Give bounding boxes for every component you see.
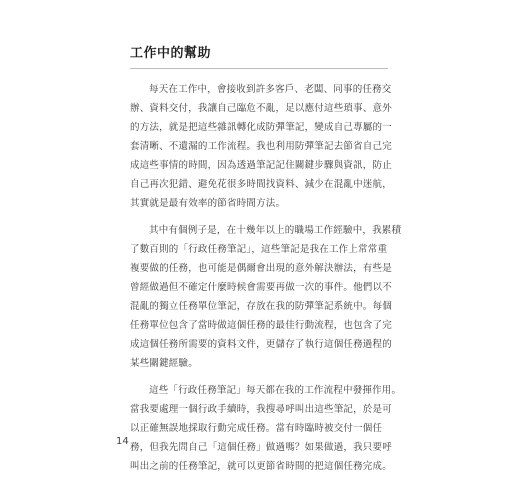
- paragraph-2-line-7: 成這個任務所需要的資料文件，更儲存了執行這個任務過程的: [130, 339, 392, 350]
- section-heading-block: [130, 45, 388, 69]
- paragraph-3-line-4: 務，但我先問自己「這個任務」做過嗎？如果做過，我只要呼: [130, 442, 392, 453]
- paragraph-2-line-3: 複要做的任務，也可能是偶爾會出現的意外解決辦法，有些是: [130, 263, 392, 274]
- paragraph-2-line-6: 任務單位包含了當時做這個任務的最佳行動流程，也包含了完: [130, 320, 392, 331]
- paragraph-2-line-2: 了數百則的「行政任務筆記」，這些筆記是我在工作上常常重: [130, 244, 388, 255]
- paragraph-3-line-1: 這些「行政任務筆記」每天都在我的工作流程中發揮作用。: [149, 385, 402, 396]
- body-text: [130, 80, 402, 484]
- paragraph-2-line-1: 其中有個例子是，在十幾年以上的職場工作經驗中，我累積: [149, 225, 402, 236]
- paragraph-1-line-1: 每天在工作中，會接收到許多客戶、老闆、同事的任務交: [149, 84, 392, 95]
- paragraph-3-line-3: 以正確無誤地採取行動完成任務。當有時臨時被交付一個任: [130, 423, 383, 434]
- paragraph-1-line-3: 的方法，就是把這些雜訊轉化成防彈筆記，變成自己專屬的一: [130, 122, 392, 133]
- page-number: 14: [116, 436, 129, 447]
- paragraph-1: [130, 80, 392, 213]
- paragraph-1-line-6: 自己再次犯錯、避免花很多時間找資料、減少在混亂中迷航，: [130, 179, 392, 190]
- section-heading: 工作中的幫助: [130, 46, 212, 61]
- paragraph-3: [130, 381, 402, 476]
- paragraph-1-line-2: 辦、資料交付，我讓自己臨危不亂，足以應付這些瑣事、意外: [130, 103, 392, 114]
- paragraph-3-line-2: 當我要處理一個行政手續時，我搜尋呼叫出這些筆記，於是可: [130, 404, 392, 415]
- paragraph-2-line-5: 混亂的獨立任務單位筆記，存放在我的防彈筆記系統中。每個: [130, 301, 392, 312]
- paragraph-3-line-5: 叫出之前的任務筆記，就可以更節省時間的把這個任務完成。: [130, 461, 392, 472]
- paragraph-2-line-4: 曾經做過但不確定什麼時候會需要再做一次的事件。他們以不: [130, 282, 392, 293]
- heading-underline: [130, 68, 388, 69]
- paragraph-1-line-4: 套清晰、不遺漏的工作流程。我也利用防彈筆記去節省自己完: [130, 141, 392, 152]
- paragraph-2-line-8: 某些關鍵經驗。: [130, 358, 198, 369]
- paragraph-1-line-7: 其實就是最有效率的節省時間方法。: [130, 198, 286, 209]
- paragraph-1-line-5: 成這些事情的時間，因為透過筆記記住關鍵步驟與資訊，防止: [130, 160, 392, 171]
- paragraph-2: [130, 221, 402, 373]
